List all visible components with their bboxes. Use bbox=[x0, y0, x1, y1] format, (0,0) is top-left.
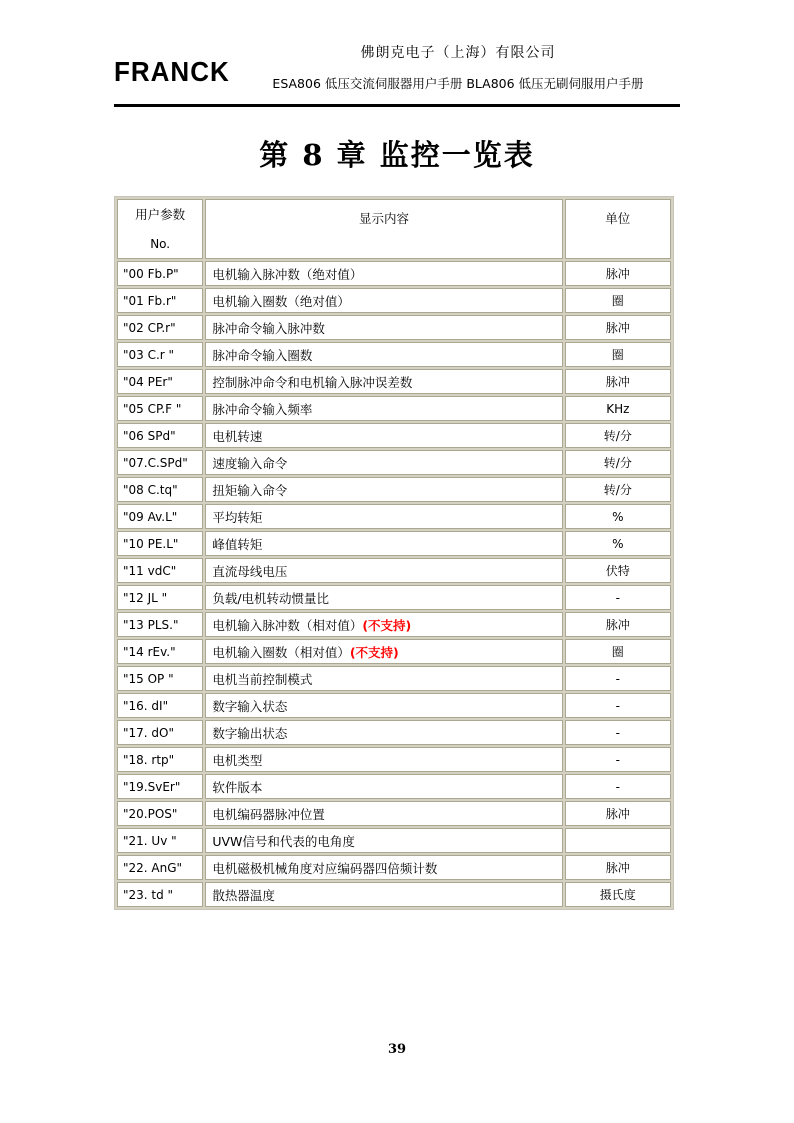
param-no-cell: "13 PLS." bbox=[117, 612, 203, 637]
display-content-cell bbox=[205, 261, 562, 286]
unit-cell: 伏特 bbox=[565, 558, 671, 583]
header-divider bbox=[114, 104, 680, 107]
display-content-text: 电机磁极机械角度对应编码器四倍频计数 bbox=[212, 860, 438, 876]
display-content-text: 负载/电机转动惯量比 bbox=[212, 590, 330, 606]
unit-cell: - bbox=[565, 774, 671, 799]
table-row bbox=[117, 855, 671, 880]
unit-cell: 圈 bbox=[565, 288, 671, 313]
unit-cell: 脉冲 bbox=[565, 369, 671, 394]
franck-logo: FRANCK bbox=[114, 55, 230, 88]
unsupported-note: (不支持) bbox=[362, 617, 412, 633]
table-row bbox=[117, 693, 671, 718]
unit-cell: 脉冲 bbox=[565, 261, 671, 286]
table-row bbox=[117, 828, 671, 853]
display-content-text: 电机输入圈数（相对值） bbox=[212, 644, 350, 660]
param-no-cell: "15 OP " bbox=[117, 666, 203, 691]
unit-cell: 圈 bbox=[565, 342, 671, 367]
unit-cell: - bbox=[565, 585, 671, 610]
table-row bbox=[117, 261, 671, 286]
monitor-table bbox=[114, 196, 674, 910]
unit-cell bbox=[565, 828, 671, 853]
page-header bbox=[114, 0, 680, 92]
display-content-text: 电机输入脉冲数（绝对值） bbox=[212, 266, 363, 282]
param-no-cell: "18. rtp" bbox=[117, 747, 203, 772]
param-no-cell: "11 vdC" bbox=[117, 558, 203, 583]
col-header-param-no bbox=[117, 199, 203, 259]
table-row bbox=[117, 747, 671, 772]
display-content-cell bbox=[205, 774, 562, 799]
display-content-cell bbox=[205, 693, 562, 718]
param-no-cell: "12 JL " bbox=[117, 585, 203, 610]
display-content-text: 数字输入状态 bbox=[212, 698, 288, 714]
param-no-cell: "10 PE.L" bbox=[117, 531, 203, 556]
display-content-text: 脉冲命令输入频率 bbox=[212, 401, 313, 417]
param-no-cell: "21. Uv " bbox=[117, 828, 203, 853]
display-content-text: 平均转矩 bbox=[212, 509, 263, 525]
table-row bbox=[117, 477, 671, 502]
company-name: 佛朗克电子（上海）有限公司 bbox=[360, 45, 556, 61]
display-content-cell bbox=[205, 450, 562, 475]
table-row bbox=[117, 882, 671, 907]
table-row bbox=[117, 315, 671, 340]
display-content-cell bbox=[205, 558, 562, 583]
param-no-cell: "09 Av.L" bbox=[117, 504, 203, 529]
header-row bbox=[117, 199, 671, 259]
param-no-cell: "01 Fb.r" bbox=[117, 288, 203, 313]
param-no-cell: "00 Fb.P" bbox=[117, 261, 203, 286]
display-content-cell bbox=[205, 882, 562, 907]
display-content-cell bbox=[205, 531, 562, 556]
manual-titles: ESA806 低压交流伺服器用户手册 BLA806 低压无刷伺服用户手册 bbox=[272, 76, 644, 91]
unit-cell: 圈 bbox=[565, 639, 671, 664]
unit-cell: 脉冲 bbox=[565, 855, 671, 880]
display-content-text: 脉冲命令输入圈数 bbox=[212, 347, 313, 363]
param-no-cell: "16. dI" bbox=[117, 693, 203, 718]
unit-cell: 转/分 bbox=[565, 477, 671, 502]
display-content-text: 电机当前控制模式 bbox=[212, 671, 313, 687]
page-number: 39 bbox=[387, 1042, 407, 1057]
param-no-cell: "14 rEv." bbox=[117, 639, 203, 664]
display-content-cell bbox=[205, 315, 562, 340]
col-header-param-no-label: 用户参数 bbox=[135, 207, 186, 222]
unit-cell: - bbox=[565, 693, 671, 718]
unit-cell: - bbox=[565, 720, 671, 745]
col-header-display: 显示内容 bbox=[205, 199, 562, 259]
table-row bbox=[117, 666, 671, 691]
param-no-cell: "23. td " bbox=[117, 882, 203, 907]
table-row bbox=[117, 558, 671, 583]
unit-cell: 摄氏度 bbox=[565, 882, 671, 907]
display-content-text: 峰值转矩 bbox=[212, 536, 263, 552]
display-content-cell bbox=[205, 639, 562, 664]
display-content-cell bbox=[205, 423, 562, 448]
col-header-unit: 单位 bbox=[565, 199, 671, 259]
display-content-cell bbox=[205, 747, 562, 772]
display-content-text: 直流母线电压 bbox=[212, 563, 288, 579]
col-header-param-no-sub: No. bbox=[150, 236, 171, 251]
table-row bbox=[117, 531, 671, 556]
display-content-text: 电机编码器脉冲位置 bbox=[212, 806, 325, 822]
display-content-text: 电机类型 bbox=[212, 752, 263, 768]
table-row bbox=[117, 612, 671, 637]
param-no-cell: "02 CP.r" bbox=[117, 315, 203, 340]
unit-cell: % bbox=[565, 531, 671, 556]
unit-cell: 转/分 bbox=[565, 423, 671, 448]
table-row bbox=[117, 801, 671, 826]
table-row bbox=[117, 504, 671, 529]
param-no-cell: "08 C.tq" bbox=[117, 477, 203, 502]
unsupported-note: (不支持) bbox=[349, 644, 399, 660]
table-row bbox=[117, 774, 671, 799]
table-row bbox=[117, 423, 671, 448]
display-content-cell bbox=[205, 585, 562, 610]
param-no-cell: "05 CP.F " bbox=[117, 396, 203, 421]
param-no-cell: "07.C.SPd" bbox=[117, 450, 203, 475]
param-no-cell: "20.POS" bbox=[117, 801, 203, 826]
display-content-cell bbox=[205, 801, 562, 826]
chapter-title: 第 8 章 监控一览表 bbox=[259, 138, 535, 172]
header-text bbox=[236, 40, 680, 92]
display-content-cell bbox=[205, 504, 562, 529]
monitor-table-body bbox=[117, 261, 671, 907]
display-content-cell bbox=[205, 720, 562, 745]
display-content-text: 散热器温度 bbox=[212, 887, 275, 903]
display-content-text: 数字输出状态 bbox=[212, 725, 288, 741]
display-content-cell bbox=[205, 477, 562, 502]
display-content-cell bbox=[205, 855, 562, 880]
display-content-text: 电机转速 bbox=[212, 428, 263, 444]
param-no-cell: "17. dO" bbox=[117, 720, 203, 745]
unit-cell: 脉冲 bbox=[565, 315, 671, 340]
monitor-table-head bbox=[117, 199, 671, 259]
display-content-cell bbox=[205, 288, 562, 313]
display-content-cell bbox=[205, 369, 562, 394]
param-no-cell: "22. AnG" bbox=[117, 855, 203, 880]
param-no-cell: "19.SvEr" bbox=[117, 774, 203, 799]
table-row bbox=[117, 342, 671, 367]
table-row bbox=[117, 639, 671, 664]
display-content-text: 速度输入命令 bbox=[212, 455, 288, 471]
display-content-text: 电机输入脉冲数（相对值） bbox=[212, 617, 363, 633]
unit-cell: 脉冲 bbox=[565, 612, 671, 637]
unit-cell: - bbox=[565, 747, 671, 772]
table-row bbox=[117, 585, 671, 610]
unit-cell: 脉冲 bbox=[565, 801, 671, 826]
display-content-text: 电机输入圈数（绝对值） bbox=[212, 293, 350, 309]
display-content-text: UVW信号和代表的电角度 bbox=[212, 833, 355, 849]
display-content-cell bbox=[205, 396, 562, 421]
unit-cell: % bbox=[565, 504, 671, 529]
table-row bbox=[117, 369, 671, 394]
display-content-cell bbox=[205, 612, 562, 637]
unit-cell: 转/分 bbox=[565, 450, 671, 475]
table-row bbox=[117, 396, 671, 421]
table-row bbox=[117, 288, 671, 313]
display-content-text: 软件版本 bbox=[212, 779, 263, 795]
display-content-cell bbox=[205, 828, 562, 853]
unit-cell: KHz bbox=[565, 396, 671, 421]
display-content-text: 控制脉冲命令和电机输入脉冲误差数 bbox=[212, 374, 413, 390]
table-row bbox=[117, 450, 671, 475]
display-content-text: 扭矩输入命令 bbox=[212, 482, 288, 498]
unit-cell: - bbox=[565, 666, 671, 691]
display-content-text: 脉冲命令输入脉冲数 bbox=[212, 320, 325, 336]
param-no-cell: "06 SPd" bbox=[117, 423, 203, 448]
param-no-cell: "03 C.r " bbox=[117, 342, 203, 367]
display-content-cell bbox=[205, 666, 562, 691]
table-row bbox=[117, 720, 671, 745]
display-content-cell bbox=[205, 342, 562, 367]
param-no-cell: "04 PEr" bbox=[117, 369, 203, 394]
